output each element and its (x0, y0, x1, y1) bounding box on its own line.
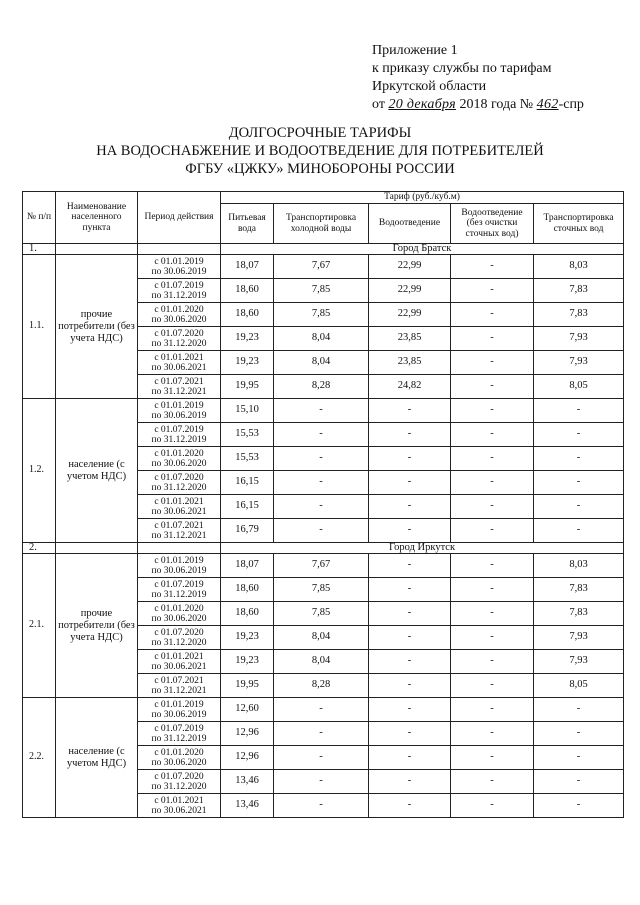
period-from: с 01.07.2020 (154, 472, 204, 483)
table-row (23, 554, 624, 578)
period-to: по 30.06.2020 (151, 757, 207, 768)
header-col-wastewater-transport: Транспортировка сточных вод (534, 204, 624, 244)
wastewater-no-treatment-value: - (451, 794, 534, 818)
appendix-date-line (372, 96, 584, 114)
period-to: по 31.12.2019 (151, 733, 207, 744)
cold-water-transport-value: 7,67 (274, 554, 369, 578)
group-num: 1.2. (23, 399, 56, 543)
period-from: с 01.01.2021 (154, 651, 204, 662)
period-cell (138, 554, 221, 578)
period-from: с 01.07.2019 (154, 424, 204, 435)
section-row (23, 543, 624, 554)
wastewater-value: - (369, 423, 451, 447)
wastewater-no-treatment-value: - (451, 519, 534, 543)
wastewater-value: - (369, 447, 451, 471)
wastewater-transport-value: - (534, 698, 624, 722)
period-cell (138, 650, 221, 674)
drinking-water-value: 19,23 (221, 650, 274, 674)
period-to: по 31.12.2020 (151, 338, 207, 349)
handwritten-date: 20 декабря (388, 97, 456, 112)
period-from: с 01.07.2019 (154, 280, 204, 291)
drinking-water-value: 16,79 (221, 519, 274, 543)
wastewater-transport-value: - (534, 794, 624, 818)
period-cell (138, 698, 221, 722)
wastewater-no-treatment-value: - (451, 770, 534, 794)
group-num: 2.1. (23, 554, 56, 698)
cold-water-transport-value: - (274, 722, 369, 746)
wastewater-value: 22,99 (369, 255, 451, 279)
wastewater-transport-value: - (534, 471, 624, 495)
wastewater-no-treatment-value: - (451, 327, 534, 351)
period-cell (138, 578, 221, 602)
drinking-water-value: 18,07 (221, 255, 274, 279)
header-col-cold-water-transport: Транспортировка холодной воды (274, 204, 369, 244)
period-to: по 31.12.2020 (151, 781, 207, 792)
wastewater-no-treatment-value: - (451, 279, 534, 303)
period-cell (138, 351, 221, 375)
cold-water-transport-value: 7,67 (274, 255, 369, 279)
wastewater-no-treatment-value: - (451, 578, 534, 602)
tariff-table (22, 191, 624, 818)
wastewater-transport-value: - (534, 423, 624, 447)
period-from: с 01.01.2019 (154, 400, 204, 411)
wastewater-value: - (369, 626, 451, 650)
period-cell (138, 279, 221, 303)
period-cell (138, 770, 221, 794)
period-from: с 01.07.2021 (154, 675, 204, 686)
wastewater-transport-value: - (534, 447, 624, 471)
wastewater-transport-value: 8,05 (534, 674, 624, 698)
section-row (23, 244, 624, 255)
period-cell (138, 303, 221, 327)
wastewater-transport-value: - (534, 746, 624, 770)
wastewater-no-treatment-value: - (451, 423, 534, 447)
header-col-drinking-water: Питьевая вода (221, 204, 274, 244)
period-to: по 30.06.2021 (151, 506, 207, 517)
drinking-water-value: 19,95 (221, 674, 274, 698)
wastewater-value: - (369, 722, 451, 746)
wastewater-no-treatment-value: - (451, 375, 534, 399)
section-spacer (56, 543, 138, 554)
period-to: по 31.12.2021 (151, 685, 207, 696)
period-from: с 01.01.2019 (154, 699, 204, 710)
section-city-name: Город Братск (221, 244, 624, 255)
wastewater-value: - (369, 746, 451, 770)
drinking-water-value: 15,53 (221, 423, 274, 447)
appendix-line-1: Приложение 1 (372, 43, 458, 58)
wastewater-value: - (369, 674, 451, 698)
drinking-water-value: 16,15 (221, 471, 274, 495)
wastewater-transport-value: 8,03 (534, 255, 624, 279)
cold-water-transport-value: - (274, 698, 369, 722)
drinking-water-value: 12,60 (221, 698, 274, 722)
wastewater-no-treatment-value: - (451, 447, 534, 471)
period-from: с 01.07.2019 (154, 579, 204, 590)
date-prefix: от (372, 97, 385, 112)
wastewater-transport-value: - (534, 722, 624, 746)
wastewater-value: - (369, 770, 451, 794)
period-from: с 01.01.2020 (154, 448, 204, 459)
cold-water-transport-value: - (274, 399, 369, 423)
period-from: с 01.01.2020 (154, 304, 204, 315)
wastewater-value: 22,99 (369, 279, 451, 303)
cold-water-transport-value: - (274, 519, 369, 543)
wastewater-value: - (369, 794, 451, 818)
wastewater-value: 24,82 (369, 375, 451, 399)
period-from: с 01.01.2019 (154, 555, 204, 566)
title-line-2: НА ВОДОСНАБЖЕНИЕ И ВОДООТВЕДЕНИЕ ДЛЯ ПОТРЕБИТЕЛЕЙ (96, 143, 544, 159)
period-cell (138, 399, 221, 423)
cold-water-transport-value: - (274, 447, 369, 471)
wastewater-value: - (369, 698, 451, 722)
group-num: 1.1. (23, 255, 56, 399)
header-col-wastewater-no-treatment: Водоотведение (без очистки сточных вод) (451, 204, 534, 244)
wastewater-value: - (369, 519, 451, 543)
drinking-water-value: 13,46 (221, 770, 274, 794)
section-spacer (138, 543, 221, 554)
wastewater-value: 23,85 (369, 351, 451, 375)
cold-water-transport-value: - (274, 495, 369, 519)
wastewater-no-treatment-value: - (451, 495, 534, 519)
period-to: по 30.06.2020 (151, 314, 207, 325)
wastewater-value: - (369, 495, 451, 519)
cold-water-transport-value: - (274, 794, 369, 818)
cold-water-transport-value: 8,04 (274, 626, 369, 650)
cold-water-transport-value: - (274, 423, 369, 447)
period-from: с 01.07.2021 (154, 376, 204, 387)
drinking-water-value: 12,96 (221, 746, 274, 770)
period-to: по 31.12.2020 (151, 637, 207, 648)
period-to: по 31.12.2019 (151, 290, 207, 301)
period-cell (138, 255, 221, 279)
wastewater-transport-value: 7,83 (534, 303, 624, 327)
header-col-wastewater: Водоотведение (369, 204, 451, 244)
drinking-water-value: 13,46 (221, 794, 274, 818)
document-title (0, 124, 640, 178)
section-spacer (138, 244, 221, 255)
wastewater-transport-value: 7,93 (534, 327, 624, 351)
period-to: по 30.06.2020 (151, 613, 207, 624)
handwritten-number: 462 (536, 97, 559, 112)
appendix-block (372, 42, 584, 114)
period-cell (138, 519, 221, 543)
period-to: по 30.06.2019 (151, 709, 207, 720)
period-to: по 30.06.2019 (151, 410, 207, 421)
cold-water-transport-value: - (274, 770, 369, 794)
wastewater-value: 23,85 (369, 327, 451, 351)
drinking-water-value: 19,23 (221, 327, 274, 351)
period-from: с 01.07.2020 (154, 771, 204, 782)
period-to: по 31.12.2021 (151, 386, 207, 397)
drinking-water-value: 18,60 (221, 578, 274, 602)
period-from: с 01.07.2021 (154, 520, 204, 531)
period-from: с 01.07.2020 (154, 627, 204, 638)
wastewater-transport-value: 7,83 (534, 578, 624, 602)
period-cell (138, 471, 221, 495)
drinking-water-value: 19,95 (221, 375, 274, 399)
cold-water-transport-value: 7,85 (274, 303, 369, 327)
drinking-water-value: 16,15 (221, 495, 274, 519)
period-cell (138, 674, 221, 698)
wastewater-transport-value: 8,05 (534, 375, 624, 399)
wastewater-no-treatment-value: - (451, 722, 534, 746)
wastewater-value: - (369, 650, 451, 674)
cold-water-transport-value: 8,04 (274, 650, 369, 674)
period-to: по 30.06.2021 (151, 362, 207, 373)
wastewater-value: - (369, 602, 451, 626)
period-cell (138, 423, 221, 447)
cold-water-transport-value: 8,28 (274, 674, 369, 698)
header-tariff: Тариф (руб./куб.м) (221, 192, 624, 204)
wastewater-value: - (369, 471, 451, 495)
period-cell (138, 447, 221, 471)
cold-water-transport-value: 7,85 (274, 578, 369, 602)
cold-water-transport-value: 7,85 (274, 279, 369, 303)
section-spacer (56, 244, 138, 255)
wastewater-no-treatment-value: - (451, 255, 534, 279)
period-from: с 01.07.2020 (154, 328, 204, 339)
wastewater-no-treatment-value: - (451, 626, 534, 650)
period-cell (138, 722, 221, 746)
period-from: с 01.07.2019 (154, 723, 204, 734)
wastewater-no-treatment-value: - (451, 746, 534, 770)
drinking-water-value: 19,23 (221, 351, 274, 375)
drinking-water-value: 19,23 (221, 626, 274, 650)
cold-water-transport-value: 8,28 (274, 375, 369, 399)
wastewater-transport-value: 7,93 (534, 626, 624, 650)
period-to: по 31.12.2019 (151, 589, 207, 600)
wastewater-value: 22,99 (369, 303, 451, 327)
consumer-category: население (с учетом НДС) (56, 698, 138, 818)
section-city-name: Город Иркутск (221, 543, 624, 554)
wastewater-transport-value: 7,93 (534, 650, 624, 674)
period-cell (138, 602, 221, 626)
wastewater-transport-value: - (534, 770, 624, 794)
wastewater-no-treatment-value: - (451, 674, 534, 698)
section-num: 2. (23, 543, 56, 554)
period-to: по 30.06.2019 (151, 565, 207, 576)
group-num: 2.2. (23, 698, 56, 818)
wastewater-transport-value: - (534, 399, 624, 423)
wastewater-no-treatment-value: - (451, 351, 534, 375)
wastewater-value: - (369, 578, 451, 602)
wastewater-no-treatment-value: - (451, 650, 534, 674)
drinking-water-value: 15,10 (221, 399, 274, 423)
cold-water-transport-value: - (274, 471, 369, 495)
drinking-water-value: 18,60 (221, 303, 274, 327)
period-to: по 30.06.2019 (151, 266, 207, 277)
header-name: Наименование населенного пункта (56, 192, 138, 244)
wastewater-no-treatment-value: - (451, 602, 534, 626)
wastewater-no-treatment-value: - (451, 303, 534, 327)
period-to: по 30.06.2021 (151, 661, 207, 672)
wastewater-transport-value: - (534, 519, 624, 543)
period-cell (138, 327, 221, 351)
consumer-category: прочие потребители (без учета НДС) (56, 255, 138, 399)
wastewater-transport-value: 7,83 (534, 279, 624, 303)
period-cell (138, 794, 221, 818)
number-suffix: -спр (558, 97, 584, 112)
drinking-water-value: 18,60 (221, 602, 274, 626)
table-row (23, 255, 624, 279)
wastewater-value: - (369, 399, 451, 423)
title-line-3: ФГБУ «ЦЖКУ» МИНОБОРОНЫ РОССИИ (185, 161, 455, 177)
period-to: по 30.06.2020 (151, 458, 207, 469)
period-from: с 01.01.2021 (154, 496, 204, 507)
header-num: № п/п (23, 192, 56, 244)
wastewater-transport-value: - (534, 495, 624, 519)
period-from: с 01.01.2020 (154, 747, 204, 758)
period-from: с 01.01.2021 (154, 795, 204, 806)
period-cell (138, 746, 221, 770)
period-from: с 01.01.2019 (154, 256, 204, 267)
period-cell (138, 375, 221, 399)
wastewater-no-treatment-value: - (451, 554, 534, 578)
wastewater-no-treatment-value: - (451, 399, 534, 423)
cold-water-transport-value: 7,85 (274, 602, 369, 626)
wastewater-no-treatment-value: - (451, 698, 534, 722)
period-to: по 31.12.2021 (151, 530, 207, 541)
drinking-water-value: 18,07 (221, 554, 274, 578)
title-line-1: ДОЛГОСРОЧНЫЕ ТАРИФЫ (228, 125, 412, 141)
appendix-line-3: Иркутской области (372, 79, 487, 94)
date-year: 2018 года № (459, 97, 534, 112)
header-period: Период действия (138, 192, 221, 244)
period-to: по 31.12.2019 (151, 434, 207, 445)
period-from: с 01.01.2020 (154, 603, 204, 614)
period-cell (138, 626, 221, 650)
wastewater-transport-value: 8,03 (534, 554, 624, 578)
wastewater-no-treatment-value: - (451, 471, 534, 495)
period-to: по 31.12.2020 (151, 482, 207, 493)
cold-water-transport-value: 8,04 (274, 351, 369, 375)
drinking-water-value: 18,60 (221, 279, 274, 303)
consumer-category: население (с учетом НДС) (56, 399, 138, 543)
wastewater-value: - (369, 554, 451, 578)
wastewater-transport-value: 7,83 (534, 602, 624, 626)
table-row (23, 698, 624, 722)
wastewater-transport-value: 7,93 (534, 351, 624, 375)
period-from: с 01.01.2021 (154, 352, 204, 363)
appendix-line-2: к приказу службы по тарифам (372, 61, 552, 76)
drinking-water-value: 12,96 (221, 722, 274, 746)
drinking-water-value: 15,53 (221, 447, 274, 471)
section-num: 1. (23, 244, 56, 255)
table-row (23, 399, 624, 423)
period-to: по 30.06.2021 (151, 805, 207, 816)
cold-water-transport-value: - (274, 746, 369, 770)
cold-water-transport-value: 8,04 (274, 327, 369, 351)
consumer-category: прочие потребители (без учета НДС) (56, 554, 138, 698)
period-cell (138, 495, 221, 519)
